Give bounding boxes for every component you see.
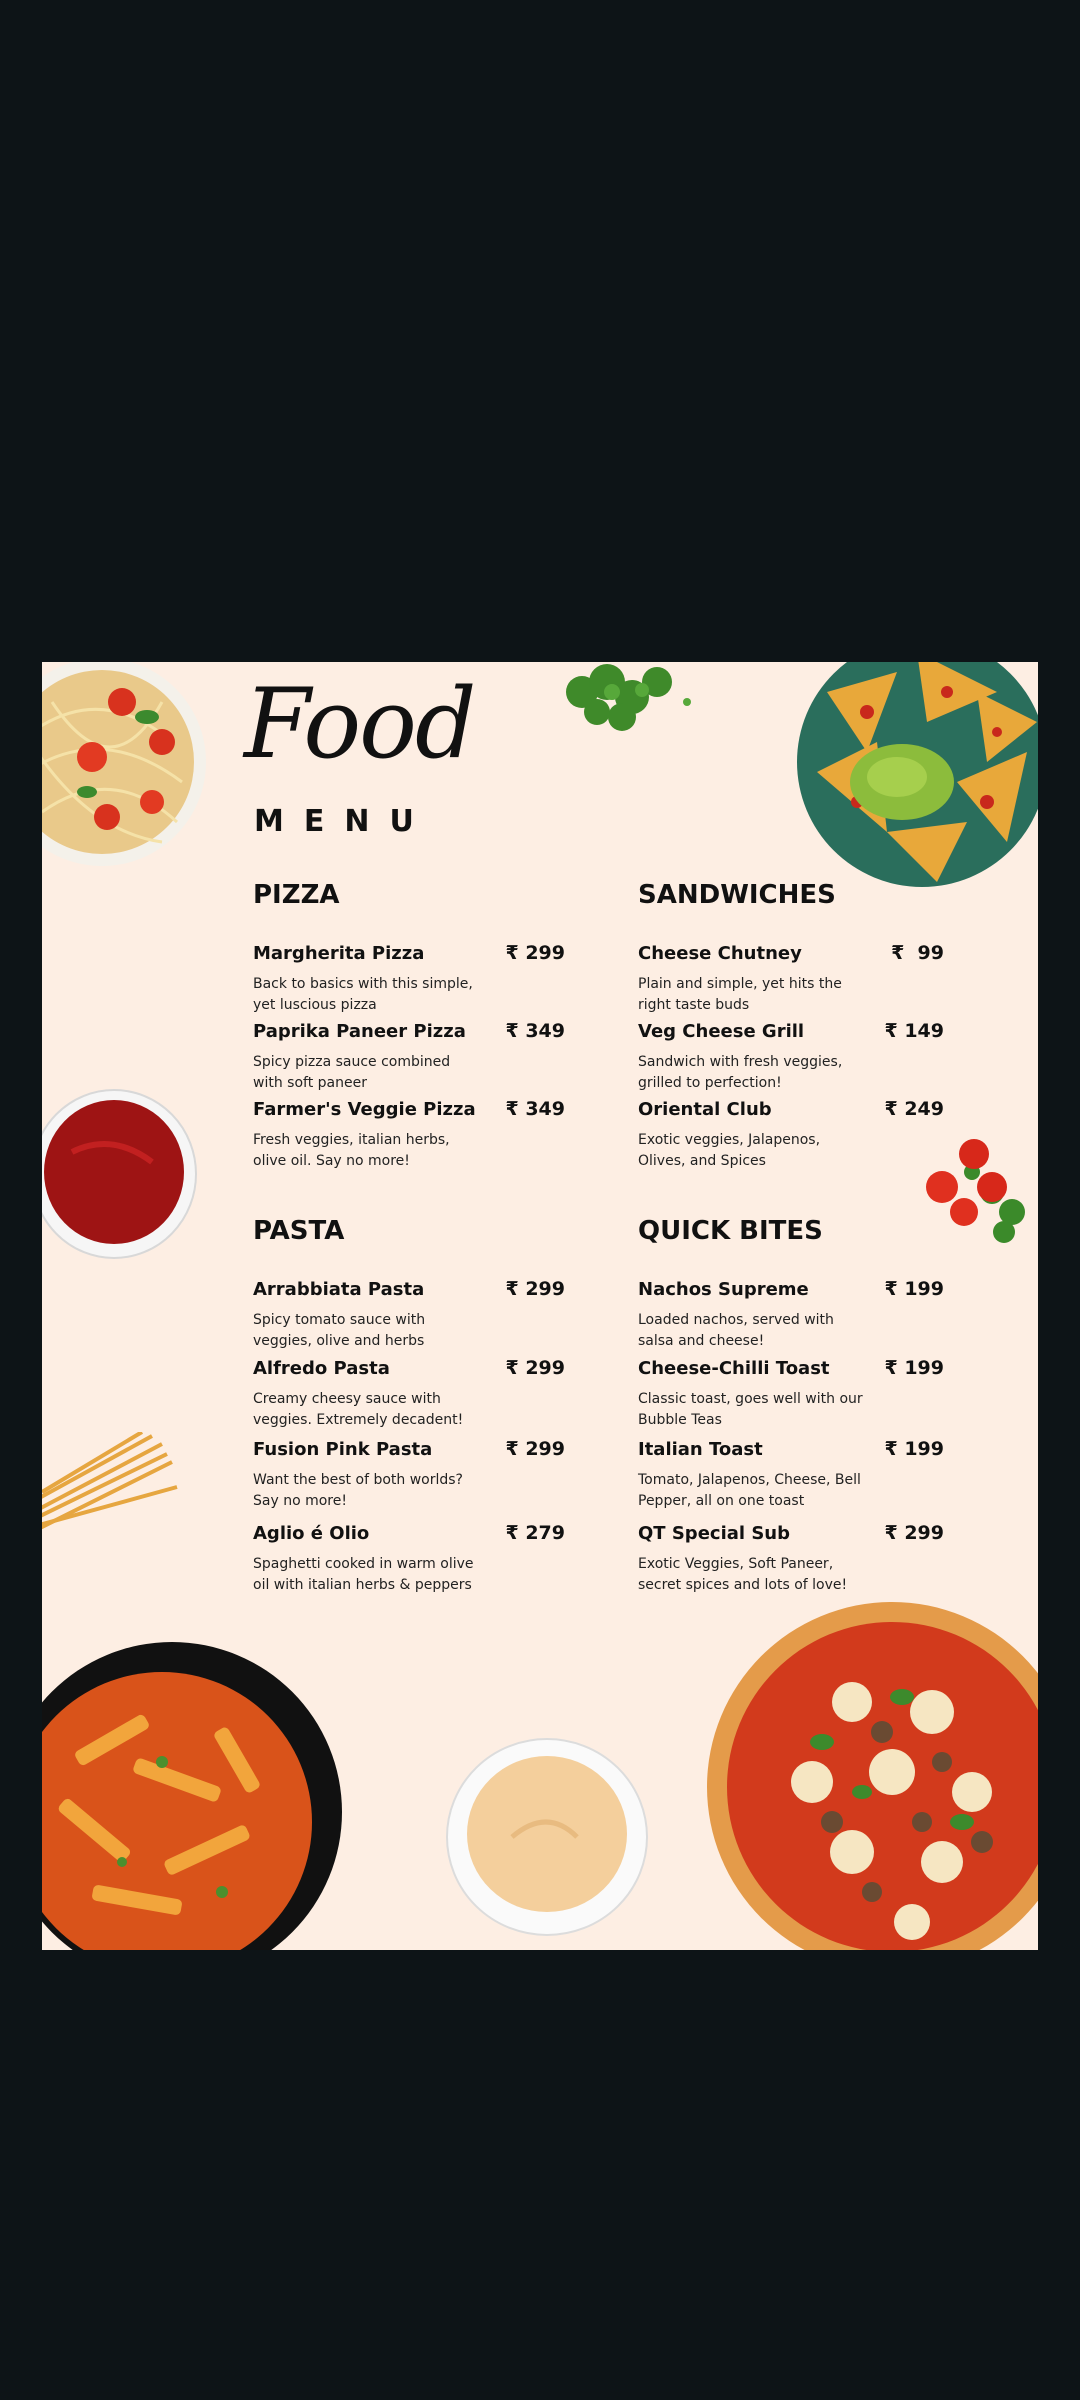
item-description: Spicy pizza sauce combined with soft paneer	[253, 1054, 451, 1091]
item-price: ₹ 299	[505, 1438, 565, 1460]
item-name: Paprika Paneer Pizza	[253, 1021, 466, 1042]
item-name: Italian Toast	[638, 1439, 763, 1460]
menu-item	[253, 942, 565, 1020]
item-description: Exotic veggies, Jalapenos, Olives, and Spices	[638, 1132, 821, 1169]
cheese-dip-bowl-image	[442, 1727, 662, 1947]
item-name: Aglio é Olio	[253, 1523, 370, 1544]
pizza-image	[702, 1592, 1038, 1950]
menu-item	[253, 1278, 565, 1357]
menu-title-menu: MENU	[254, 804, 434, 839]
menu-item	[253, 1438, 565, 1522]
item-description: Back to basics with this simple, yet luscious pizza	[253, 976, 473, 1013]
item-price: ₹ 299	[884, 1522, 944, 1544]
item-name: Veg Cheese Grill	[638, 1021, 805, 1042]
menu-item	[253, 1020, 565, 1098]
item-name: QT Special Sub	[638, 1523, 790, 1544]
menu-item	[638, 1522, 944, 1600]
dry-spaghetti-image	[42, 1432, 182, 1542]
item-name: Alfredo Pasta	[253, 1358, 390, 1379]
item-name: Nachos Supreme	[638, 1279, 809, 1300]
item-price: ₹ 299	[505, 1357, 565, 1379]
section-title-pasta: PASTA	[253, 1216, 345, 1246]
menu-card	[42, 662, 1038, 1950]
menu-item	[638, 1438, 944, 1522]
section-title-pizza: PIZZA	[253, 880, 340, 910]
item-description: Loaded nachos, served with salsa and cheese!	[638, 1312, 834, 1349]
item-description: Plain and simple, yet hits the right taste buds	[638, 976, 842, 1013]
menu-item	[638, 1278, 944, 1357]
menu-item	[253, 1522, 565, 1600]
menu-item	[253, 1357, 565, 1438]
penne-pasta-image	[42, 1642, 372, 1950]
item-name: Cheese Chutney	[638, 943, 802, 964]
item-description: Want the best of both worlds? Say no more!	[253, 1472, 463, 1509]
item-price: ₹ 299	[505, 942, 565, 964]
spaghetti-bowl-image	[42, 662, 222, 942]
tomato-sauce-bowl-image	[42, 1082, 207, 1262]
menu-item	[638, 1020, 944, 1098]
menu-title-food: Food	[244, 668, 475, 780]
item-description: Spaghetti cooked in warm olive oil with italian herbs & peppers	[253, 1556, 474, 1593]
menu-item	[638, 1357, 944, 1438]
item-price: ₹ 349	[505, 1098, 565, 1120]
item-price: ₹ 279	[505, 1522, 565, 1544]
item-price: ₹ 199	[884, 1438, 944, 1460]
item-description: Tomato, Jalapenos, Cheese, Bell Pepper, all on one toast	[638, 1472, 861, 1509]
item-price: ₹ 199	[884, 1357, 944, 1379]
item-name: Oriental Club	[638, 1099, 772, 1120]
menu-item	[638, 1098, 944, 1176]
nachos-plate-image	[787, 662, 1038, 902]
menu-item	[638, 942, 944, 1020]
item-name: Cheese-Chilli Toast	[638, 1358, 830, 1379]
section-pasta	[253, 1214, 565, 1600]
parsley-image	[542, 662, 732, 752]
item-name: Margherita Pizza	[253, 943, 425, 964]
item-price: ₹ 249	[884, 1098, 944, 1120]
section-pizza	[253, 878, 565, 1176]
item-name: Arrabbiata Pasta	[253, 1279, 425, 1300]
item-name: Farmer's Veggie Pizza	[253, 1099, 476, 1120]
menu-item	[253, 1098, 565, 1176]
section-title-quick-bites: QUICK BITES	[638, 1216, 823, 1246]
item-description: Sandwich with fresh veggies, grilled to perfection!	[638, 1054, 843, 1091]
section-title-sandwiches: SANDWICHES	[638, 880, 836, 910]
item-description: Spicy tomato sauce with veggies, olive and herbs	[253, 1312, 426, 1349]
item-price: ₹ 199	[884, 1278, 944, 1300]
item-description: Fresh veggies, italian herbs, olive oil. Say no more!	[253, 1132, 450, 1169]
item-price: ₹ 299	[505, 1278, 565, 1300]
item-name: Fusion Pink Pasta	[253, 1439, 433, 1460]
section-sandwiches	[638, 878, 944, 1176]
item-description: Classic toast, goes well with our Bubble Teas	[638, 1391, 863, 1428]
section-quick-bites	[638, 1214, 944, 1600]
item-price: ₹ 99	[891, 942, 944, 964]
item-description: Creamy cheesy sauce with veggies. Extremely decadent!	[253, 1391, 464, 1428]
item-price: ₹ 349	[505, 1020, 565, 1042]
item-price: ₹ 149	[884, 1020, 944, 1042]
item-description: Exotic Veggies, Soft Paneer, secret spices and lots of love!	[638, 1556, 848, 1593]
